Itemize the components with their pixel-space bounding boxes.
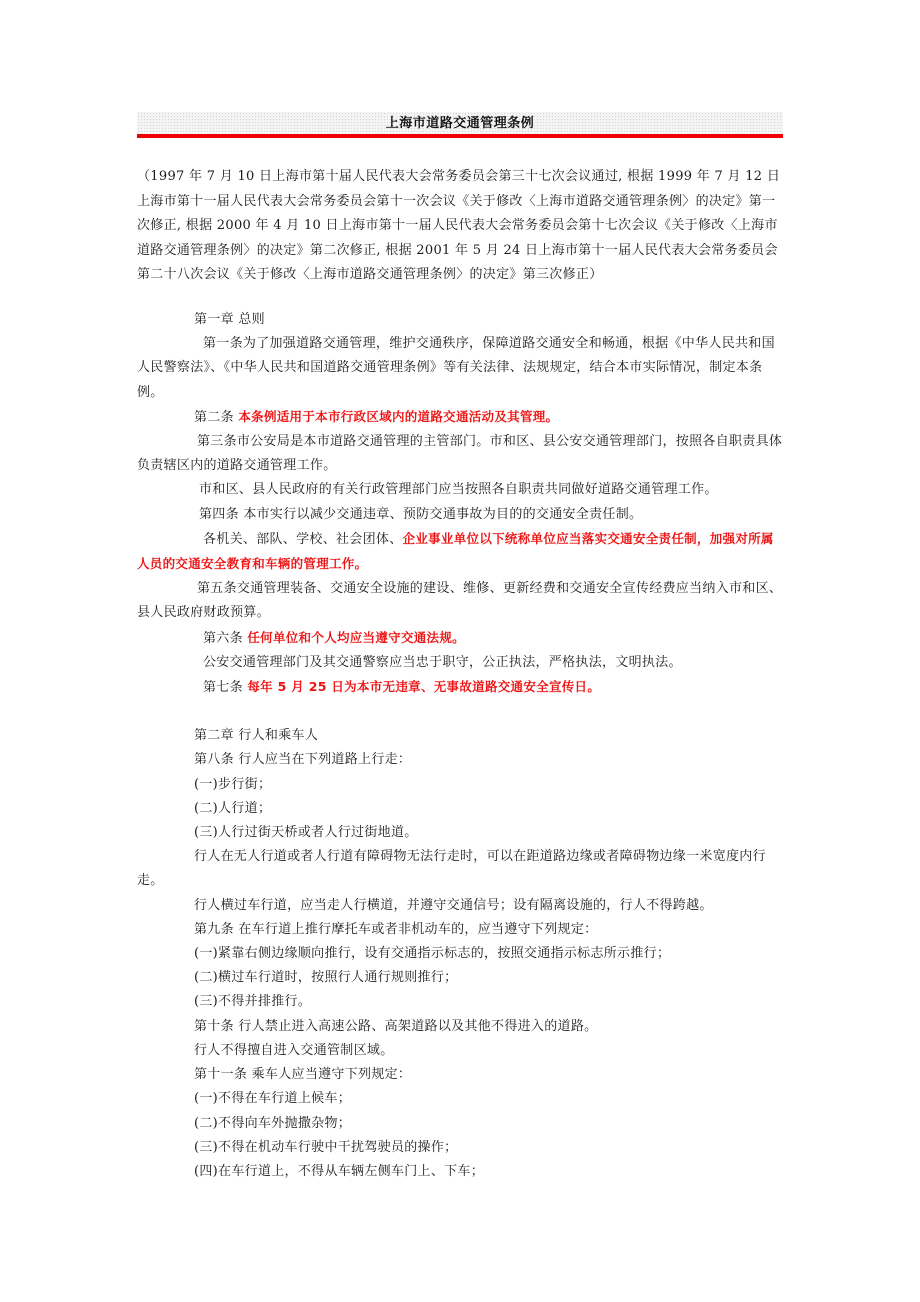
article-5: 第五条交通管理装备、交通安全设施的建设、维修、更新经费和交通安全宣传经费应当纳入市和区、县人民政府财政预算。 [137, 581, 783, 621]
article-6-label: 第六条 [203, 630, 248, 646]
article-7-label: 第七条 [203, 680, 248, 696]
chapter-2-heading: 第二章 行人和乘车人 [194, 728, 319, 744]
article-8-paragraph-3: 行人横过车行道，应当走人行横道，并遵守交通信号；设有隔离设施的，行人不得跨越。 [194, 897, 713, 913]
article-8-item-3: (三)人行过街天桥或者人行过街地道。 [194, 825, 418, 841]
article-3-paragraph-2: 市和区、县人民政府的有关行政管理部门应当按照各自职责共同做好道路交通管理工作。 [199, 482, 718, 498]
spacer [137, 700, 783, 724]
article-4-plain: 各机关、部队、学校、社会团体、 [203, 531, 403, 547]
article-11-item-2: (二)不得向车外抛撒杂物； [194, 1115, 352, 1131]
chapter-1-heading: 第一章 总则 [194, 312, 265, 327]
article-11-item-1: (一)不得在车行道上候车； [194, 1091, 352, 1107]
article-4-highlight: 企业事业单位以下统称单位应当落实交通安全责任制，加强对所属人员的交通安全教育和车辆的管理工作。 [137, 530, 774, 572]
article-8-paragraph-2: 行人在无人行道或者人行道有障碍物无法行走时，可以在距道路边缘或者障碍物边缘一米宽度内行走。 [137, 849, 766, 889]
article-4: 第四条 本市实行以减少交通违章、预防交通事故为目的的交通安全责任制。 [199, 506, 643, 522]
article-2-label: 第二条 [194, 409, 239, 425]
preamble-paragraph: （1997 年 7 月 10 日上海市第十届人民代表大会常务委员会第三十七次会议通过, 根据 1999 年 7 月 12 日上海市第十一届人民代表大会常务委员会第十一次会议《关于修改〈上海市道路交通管理条例〉的决定》第一次修正, 根据 2000 年 4 月 10 日上海市第十一届人民代表大会常务委员会第十七次会议《关于修改〈上海市道路交通管理条例〉的决定》第二次修正, 根据 2001 年 5 月 24 日上海市第十一届人民代表大会常务委员会第二十八次会议《关于修改〈上海市道路交通管理条例〉的决定》第三次修正） [137, 169, 781, 282]
article-9-item-3: (三)不得并排推行。 [194, 994, 312, 1010]
article-1: 第一条为了加强道路交通管理，维护交通秩序，保障道路交通安全和畅通，根据《中华人民共和国人民警察法》、《中华人民共和国道路交通管理条例》等有关法律、法规规定，结合本市实际情况，制定本条例。 [137, 336, 775, 400]
article-6 [137, 626, 783, 651]
article-6-paragraph-2: 公安交通管理部门及其交通警察应当忠于职守，公正执法，严格执法，文明执法。 [203, 654, 682, 670]
article-10-paragraph-2: 行人不得擅自进入交通管制区域。 [194, 1042, 394, 1058]
article-4-paragraph-2 [137, 527, 783, 577]
article-10: 第十条 行人禁止进入高速公路、高架道路以及其他不得进入的道路。 [194, 1018, 598, 1034]
article-9-item-2: (二)横过车行道时，按照行人通行规则推行； [194, 970, 458, 986]
article-7 [137, 675, 783, 700]
document-body [137, 308, 783, 1184]
article-11-item-4: (四)在车行道上，不得从车辆左侧车门上、下车； [194, 1163, 485, 1179]
article-8-item-1: (一)步行街； [194, 776, 272, 792]
article-9: 第九条 在车行道上推行摩托车或者非机动车的，应当遵守下列规定： [194, 921, 598, 937]
article-2 [137, 405, 783, 430]
article-8: 第八条 行人应当在下列道路上行走： [194, 752, 412, 768]
article-7-highlight: 每年 5 月 25 日为本市无违章、无事故道路交通安全宣传日。 [247, 679, 601, 695]
title-banner [137, 112, 783, 138]
document-title: 上海市道路交通管理条例 [385, 116, 535, 131]
article-11-item-3: (三)不得在机动车行驶中干扰驾驶员的操作； [194, 1139, 458, 1155]
article-11: 第十一条 乘车人应当遵守下列规定： [194, 1067, 412, 1083]
article-6-highlight: 任何单位和个人均应当遵守交通法规。 [247, 629, 465, 645]
article-9-item-1: (一)紧靠右侧边缘顺向推行，设有交通指示标志的，按照交通指示标志所示推行； [194, 946, 671, 962]
article-3: 第三条市公安局是本市道路交通管理的主管部门。市和区、县公安交通管理部门，按照各自职责具体负责辖区内的道路交通管理工作。 [137, 434, 783, 474]
article-2-highlight: 本条例适用于本市行政区域内的道路交通活动及其管理。 [238, 408, 559, 424]
article-8-item-2: (二)人行道； [194, 800, 272, 816]
